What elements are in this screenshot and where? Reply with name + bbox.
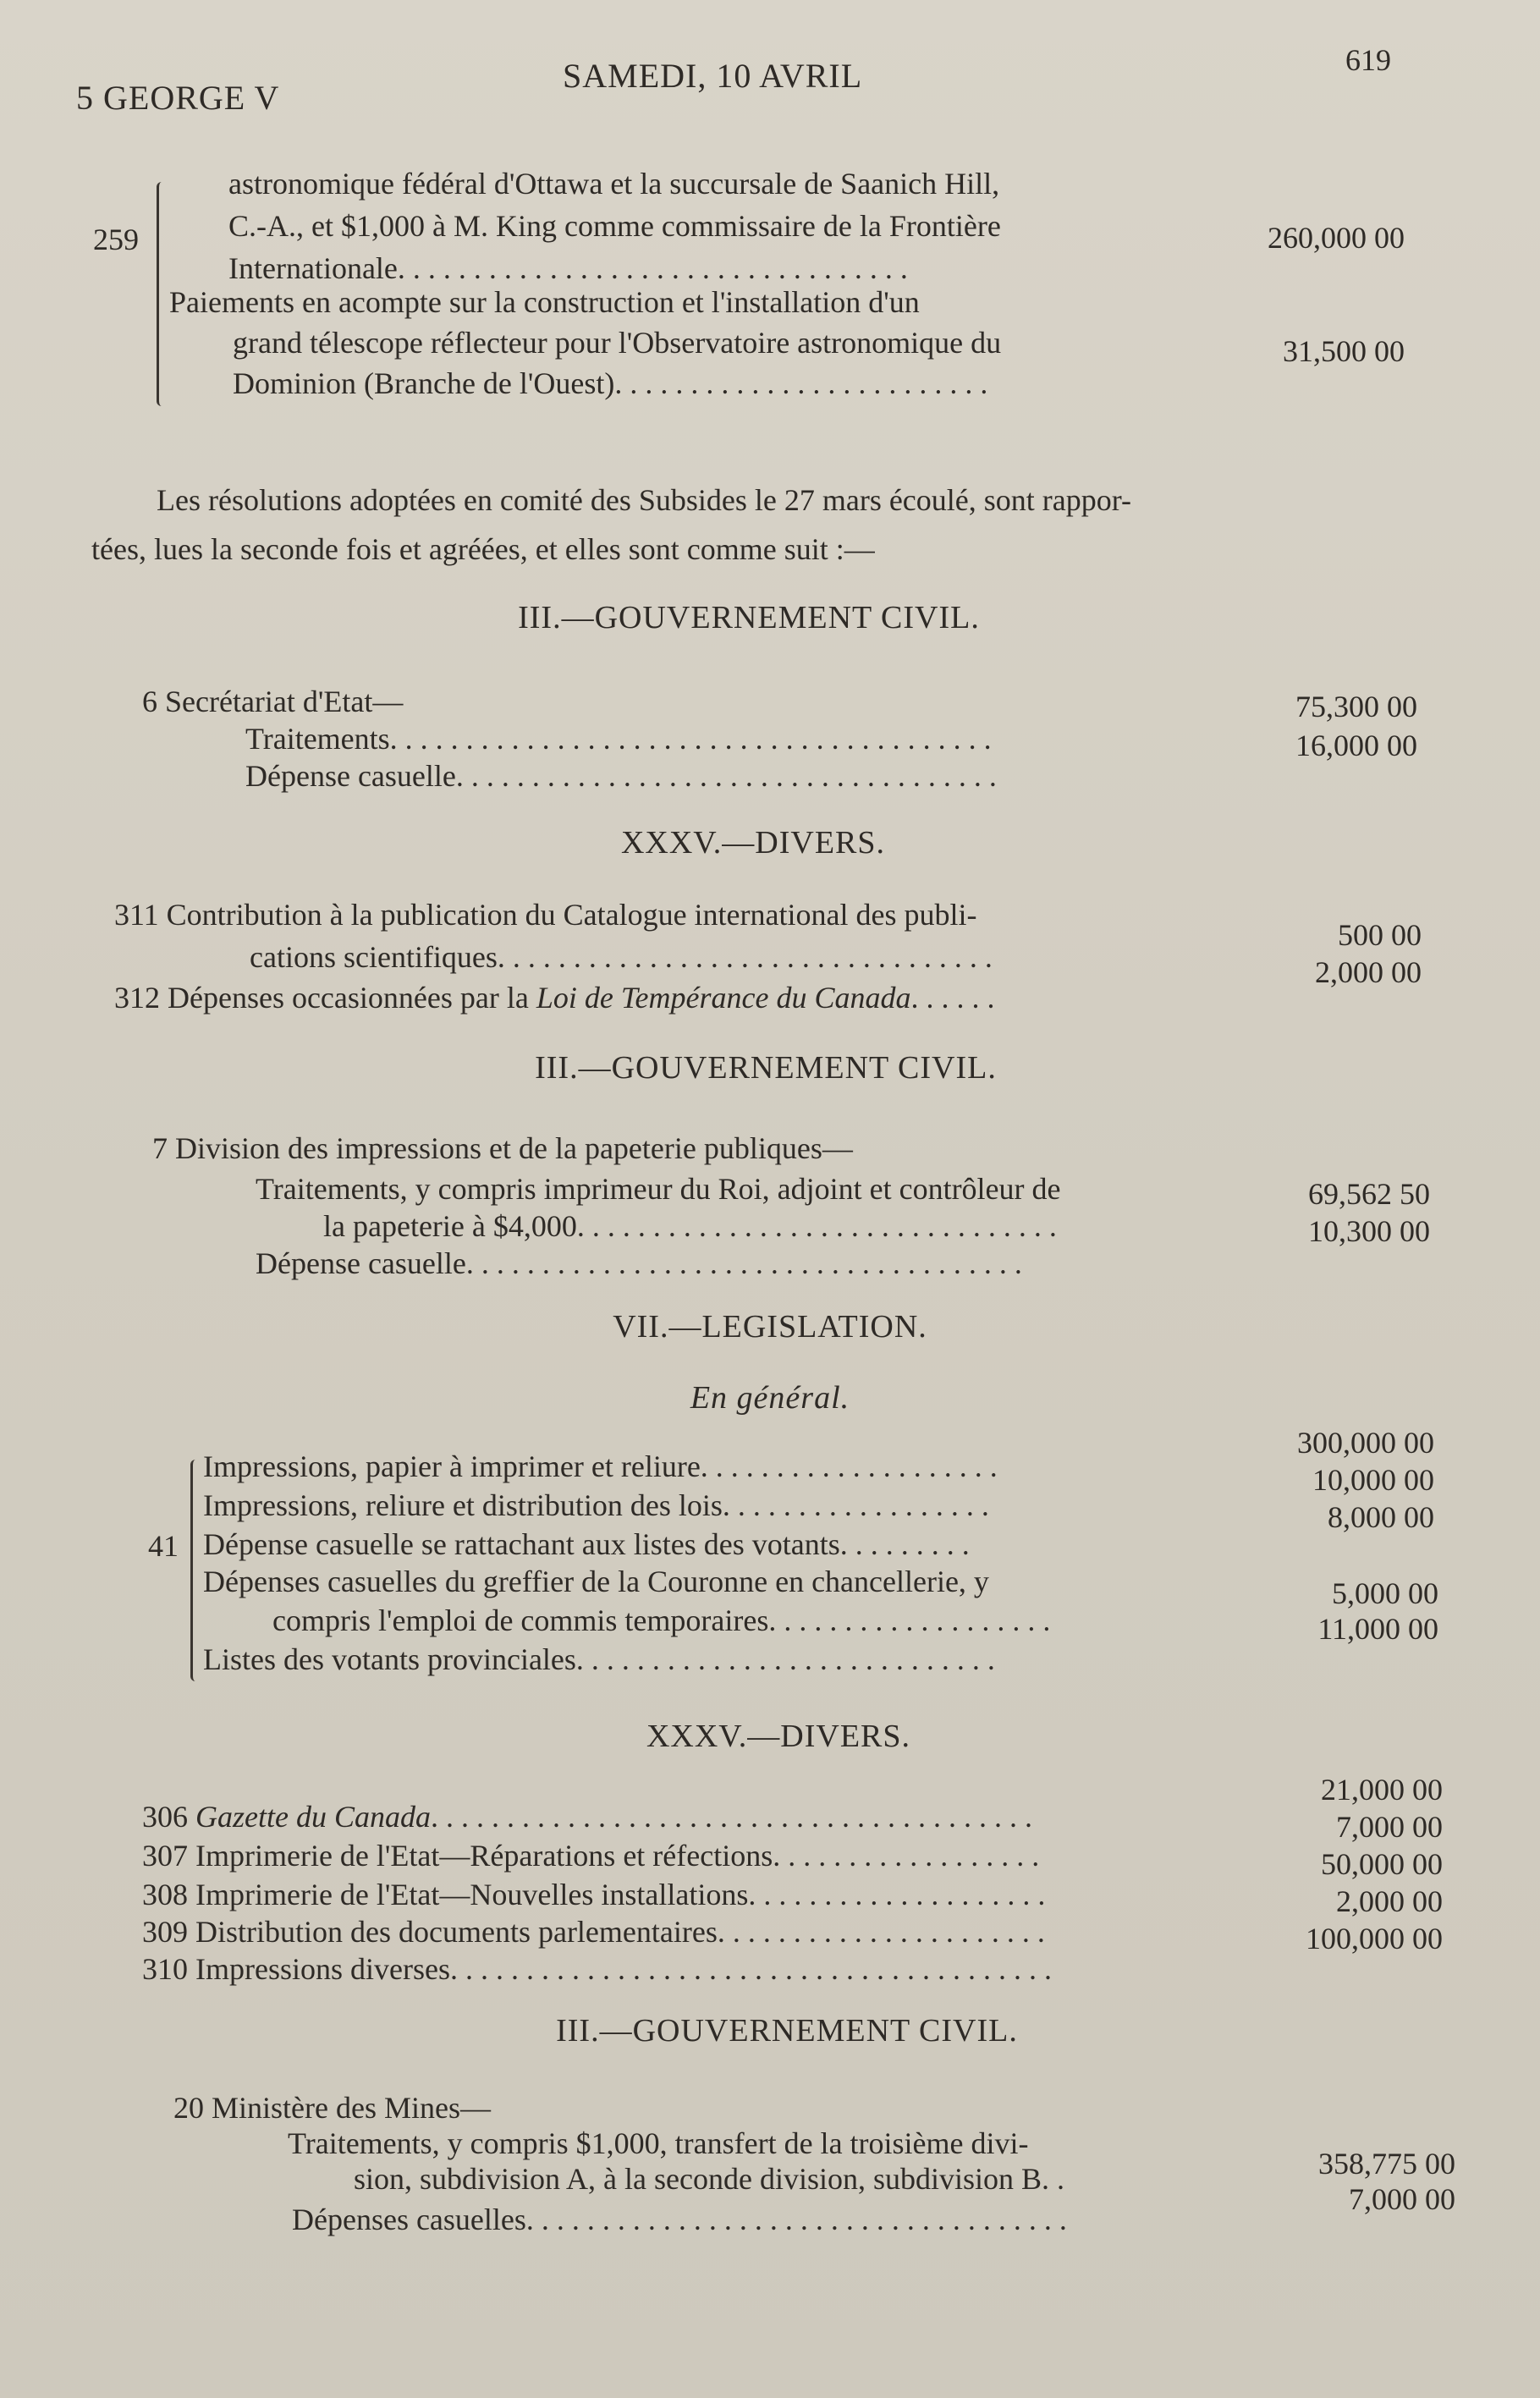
- item-text: Impressions diverses: [195, 1952, 450, 1986]
- text-line: Impressions, reliure et distribution des lois. . . . . . . . . . . . . . . . . .: [203, 1488, 989, 1522]
- text-line: grand télescope réflecteur pour l'Observatoire astronomique du: [233, 326, 1002, 360]
- text-line: Dépense casuelle. . . . . . . . . . . . . . . . . . . . . . . . . . . . . . . . . . . . .: [256, 1246, 1022, 1280]
- section-heading: XXXV.—DIVERS.: [646, 1719, 911, 1754]
- item-text: Distribution des documents parlementaires: [195, 1915, 718, 1949]
- amount: 50,000 00: [1321, 1847, 1443, 1881]
- item-text: Imprimerie de l'Etat—Réparations et réfections: [195, 1839, 773, 1873]
- text-line: C.-A., et $1,000 à M. King comme commissaire de la Frontière: [228, 209, 1001, 243]
- text-line: Dépenses casuelles. . . . . . . . . . . . . . . . . . . . . . . . . . . . . . . . . . . .: [292, 2203, 1067, 2236]
- text-line: Traitements, y compris imprimeur du Roi, adjoint et contrôleur de: [256, 1172, 1061, 1206]
- amount: 11,000 00: [1317, 1612, 1438, 1646]
- text-line: Dépense casuelle. . . . . . . . . . . . . . . . . . . . . . . . . . . . . . . . . . . .: [245, 759, 997, 793]
- text-line: Paiements en acompte sur la construction et l'installation d'un: [169, 285, 920, 319]
- header-left: 5 GEORGE V: [76, 79, 280, 117]
- amount: 7,000 00: [1349, 2182, 1455, 2216]
- list-item: [142, 1877, 1045, 1912]
- item-number: 312: [114, 981, 160, 1015]
- text-line: Traitements, y compris $1,000, transfert de la troisième divi-: [288, 2126, 1029, 2160]
- list-item: [142, 1951, 1052, 1987]
- text-line: la papeterie à $4,000. . . . . . . . . . . . . . . . . . . . . . . . . . . . . . . .: [323, 1209, 1057, 1243]
- item-text: Dépenses occasionnées par la: [168, 981, 529, 1015]
- text-line: Listes des votants provinciales. . . . . . . . . . . . . . . . . . . . . . . . . . . .: [203, 1642, 995, 1676]
- leader-dots: . . . . . . . . . . . . . . . . . . . .: [748, 1878, 1046, 1911]
- amount: 69,562 50: [1308, 1177, 1430, 1211]
- item-title: 7 Division des impressions et de la papeterie publiques—: [152, 1131, 853, 1165]
- section-heading: VII.—LEGISLATION.: [613, 1309, 927, 1345]
- amount: 358,775 00: [1318, 2147, 1455, 2181]
- list-item: [142, 1914, 1045, 1950]
- amount: 10,300 00: [1308, 1214, 1430, 1248]
- amount: 2,000 00: [1315, 955, 1422, 989]
- section-heading: III.—GOUVERNEMENT CIVIL.: [518, 600, 980, 635]
- amount: 10,000 00: [1312, 1463, 1434, 1497]
- item-number: 310: [142, 1952, 188, 1986]
- text-line: Impressions, papier à imprimer et reliure. . . . . . . . . . . . . . . . . . . .: [203, 1449, 998, 1483]
- text-line: Dépenses casuelles du greffier de la Couronne en chancellerie, y: [203, 1565, 989, 1598]
- item-number-259: 259: [93, 223, 139, 256]
- item-title: 6 Secrétariat d'Etat—: [142, 685, 404, 718]
- amount: 16,000 00: [1295, 729, 1417, 762]
- amount: 21,000 00: [1321, 1773, 1443, 1807]
- leader-dots: . . . . . . . . . . . . . . . . . .: [773, 1839, 1040, 1873]
- leader-dots: . . . . . .: [910, 981, 995, 1015]
- amount: 260,000 00: [1268, 221, 1405, 255]
- amount: 75,300 00: [1295, 690, 1417, 723]
- leader-dots: . . . . . . . . . . . . . . . . . . . . . .: [717, 1915, 1045, 1949]
- amount: 500 00: [1338, 918, 1422, 952]
- item-text: Imprimerie de l'Etat—Nouvelles installations: [195, 1878, 749, 1911]
- text-line: 311 Contribution à la publication du Catalogue international des publi-: [114, 898, 977, 932]
- list-item: [142, 1799, 1032, 1834]
- item-number: 307: [142, 1839, 188, 1873]
- text-line: Traitements. . . . . . . . . . . . . . . . . . . . . . . . . . . . . . . . . . . . . . . .: [245, 722, 992, 756]
- text-line: Dépense casuelle se rattachant aux listes des votants. . . . . . . . .: [203, 1527, 970, 1561]
- header-center: SAMEDI, 10 AVRIL: [563, 57, 863, 95]
- list-item: [142, 1838, 1039, 1873]
- section-heading: III.—GOUVERNEMENT CIVIL.: [556, 2013, 1018, 2049]
- intro-line: Les résolutions adoptées en comité des Subsides le 27 mars écoulé, sont rappor-: [157, 483, 1131, 517]
- amount: 300,000 00: [1297, 1426, 1434, 1460]
- leader-dots: . . . . . . . . . . . . . . . . . . . . . . . . . . . . . . . . . . . . . . . .: [449, 1952, 1052, 1986]
- text-line: Dominion (Branche de l'Ouest). . . . . . . . . . . . . . . . . . . . . . . . .: [233, 366, 988, 400]
- item-number: 309: [142, 1915, 188, 1949]
- section-heading: III.—GOUVERNEMENT CIVIL.: [535, 1050, 997, 1086]
- text-line: astronomique fédéral d'Ottawa et la succursale de Saanich Hill,: [228, 167, 1000, 201]
- item-number: 306: [142, 1800, 188, 1834]
- amount: 100,000 00: [1306, 1922, 1443, 1955]
- item-text: Gazette du Canada: [195, 1800, 431, 1834]
- text-line: Internationale. . . . . . . . . . . . . . . . . . . . . . . . . . . . . . . . . .: [228, 251, 908, 285]
- intro-line: tées, lues la seconde fois et agréées, et elles sont comme suit :—: [91, 532, 875, 566]
- section-subheading: En général.: [690, 1380, 850, 1416]
- amount: 7,000 00: [1336, 1810, 1443, 1844]
- text-line: sion, subdivision A, à la seconde division, subdivision B. .: [354, 2162, 1065, 2196]
- page-number: 619: [1345, 43, 1391, 77]
- text-line: [114, 980, 994, 1015]
- item-number-41: 41: [148, 1529, 179, 1563]
- amount: 8,000 00: [1328, 1500, 1434, 1534]
- section-heading: XXXV.—DIVERS.: [620, 825, 886, 861]
- amount: 31,500 00: [1283, 334, 1405, 368]
- text-line: compris l'emploi de commis temporaires. . . . . . . . . . . . . . . . . . .: [272, 1603, 1051, 1637]
- text-line: cations scientifiques. . . . . . . . . . . . . . . . . . . . . . . . . . . . . . . . .: [250, 940, 993, 974]
- leader-dots: . . . . . . . . . . . . . . . . . . . . . . . . . . . . . . . . . . . . . . . .: [430, 1800, 1032, 1834]
- law-title: Loi de Tempérance du Canada: [536, 981, 911, 1015]
- amount: 5,000 00: [1332, 1576, 1438, 1610]
- amount: 2,000 00: [1336, 1884, 1443, 1918]
- item-title: 20 Ministère des Mines—: [173, 2091, 491, 2125]
- item-number: 308: [142, 1878, 188, 1911]
